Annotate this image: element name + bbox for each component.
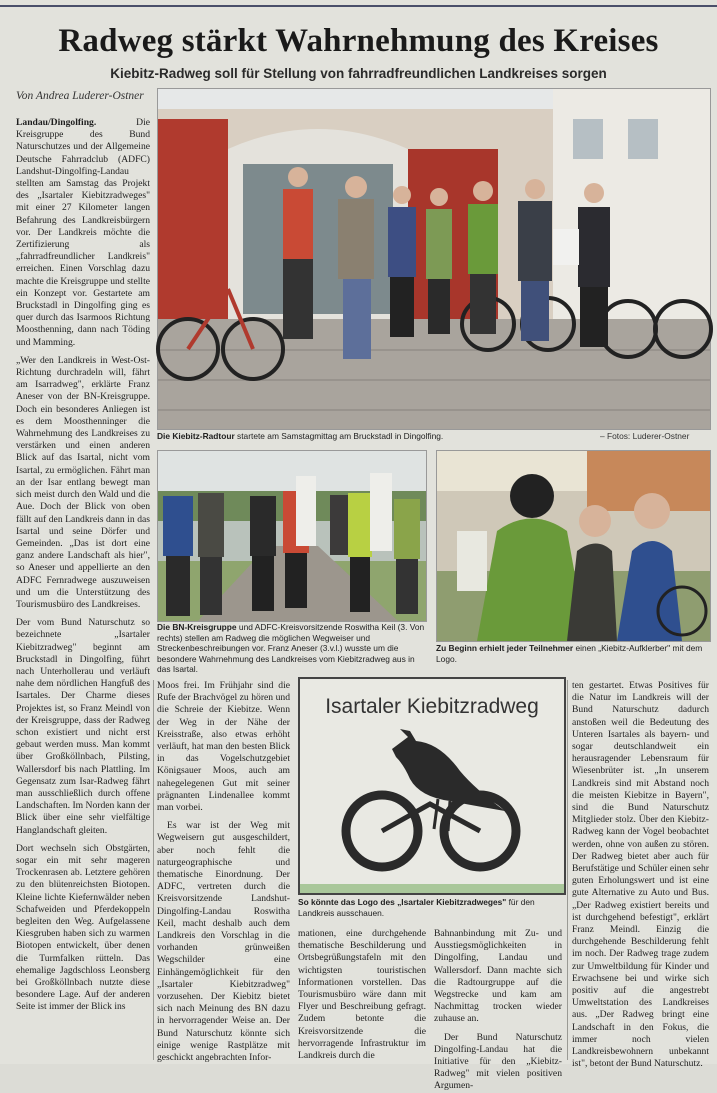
headline: Radweg stärkt Wahrnehmung des Kreises: [58, 23, 659, 59]
lapwing-bicycle-icon: [300, 679, 564, 893]
paragraph: Der vom Bund Naturschutz so bezeichnete „Isartaler Kiebitzradweg" beginnt am Bruckstadl in Dingolfing, führt nach Unterhollerau und verläuft nahe dem nördlichen Hangfuß des Isartales. Der Charme dieses Projektes ist, so Franz Meindl von der Kreisgruppe, dass der Radweg schon existiert und nicht erst gebaut werden muss. Man kommt über Großköllnbach, Pilsting, Wallersdorf bis nach Plattling. Im Gegensatz zum Isar-Radweg fährt man ausschließlich durch offene Landschaften. Im Norden kann der Blick über eine sehr vielfältige Hanglandschaft gleiten.: [16, 617, 150, 836]
photo-group-with-signs: [157, 450, 427, 622]
paragraph: Dort wechseln sich Obstgärten, sogar ein mit sehr mageren Trockenrasen ab. Letztere gehören zu den blütenreichsten Biotopen. Kleine lichte Kiefernwälder neben Schafweiden und Pferdekoppeln begleiten den Weg. Aufgelassene Kiesgruben haben sich zu warmen Biotopen entwickelt, über denen die Turmfalken rütteln. Das ehemalige Jagdschloss Leonsberg bei Großköllnbach nutzte diese besondere Lage. Auf der anderen Seite ist immer der Blick ins: [16, 842, 150, 1013]
article-column-3: [298, 928, 426, 1062]
subheadline: Kiebitz-Radweg soll für Stellung von fahrradfreundlichen Landkreises sorgen: [110, 66, 607, 81]
logo-title: Isartaler Kiebitzradweg: [325, 695, 539, 718]
article-column-5: [572, 680, 709, 1070]
top-rule: [0, 5, 717, 7]
caption-main-photo: Die Kiebitz-Radtour startete am Samstagmittag am Bruckstadl in Dingolfing.: [157, 431, 444, 441]
column-divider: [153, 680, 154, 1060]
paragraph: Es war ist der Weg mit Wegweisern gut ausgeschildert, aber noch fehlt die naturgeographische und thematische Einordnung. Der ADFC, vertreten durch die Kreisvorsitzende Landshut-Dingolfing-Landau Roswitha Keil, macht deshalb auch dem Landkreis den Vorschlag in die vorhanden grünweißen Wegschilder eine Einhängemöglichkeit für den „Isartaler Kiebitzradweg" vorzusehen. Der Kiebitz bietet sich nach Meinung des BN dazu in hervorragender Weise an. Der Bund Naturschutz könnte sich einige wenige Rastplätze mit geschickt angebrachten Infor-: [157, 820, 290, 1064]
paragraph: Moos frei. Im Frühjahr sind die Rufe der Brachvögel zu hören und die Schreie der Kiebitze. Wenn der Weg in der Nähe der Kreisstraße, also etwas erhöht verläuft, hat man den besten Blick in das Vogelschutzgebiet Königsauer Moos, auch am nahegelegenen Gut mit seiner prägnanten Lindenallee kommt man vorbei.: [157, 680, 290, 814]
paragraph: ten gestartet. Etwas Positives für die Natur im Landkreis will der Bund Naturschutz dadurch anstoßen weil die Bedeutung des Unteren Isartales als bayern- und sogar deutschlandweit ein herausragender Lebensraum für Wiesenbrüter ist. „In unserem Landkreis sind mit Abstand noch die meisten Kiebitze in Bayern", sind die Bund Naturschutz Mitglieder stolz. Über den Kiebitz-Radweg kann der Vogel beobachtet werden, ohne von außen zu stören. Der Radweg bietet aber auch für Berufstätige und Schüler einen sehr guten Erholungswert und ist eine gute Alternative zu Auto und Bus. „Der Radweg existiert bereits und ist durchgehend befestigt", erklärt Franz Meindl. Einzig die durchgehende Beschilderung fehlt im noch. Der Radweg trage zudem zur Umweltbildung für Kinder und Erwachsene bei und wirke sich positiv auf die angestrebt Umweltstation des Landkreises aus. „Der Radweg bringt eine Landschaft in den Fokus, die immer noch vielen Landkreisbewohnern unbekannt ist", betont der Bund Naturschutz.: [572, 680, 709, 1070]
group-signs-illustration: [158, 451, 426, 621]
paragraph: „Wer den Landkreis in West-Ost-Richtung durchradeln will, fährt am Isarradweg", erklärte Franz Aneser von der BN-Kreisgruppe. Doch ein besonderes Anliegen ist es dem Moosthenninger die Wahrnehmung des Landkreises zu verstärken und einen anderen Blick auf das Isartal, nicht vom Isartal, zu ermöglichen. Fährt man an der Isar entlang bewegt man sich meist durch den Wald und die Aue. Doch der Blick von oben fällt auf den Landkreis dann in das Isartal und seine Dörfer und Gemeinden. „Das ist dort eine ganz andere Landschaft als hier", so Aneser und appellierte an den ADFC Fernradwege auszuweisen und um die Unterstützung des Tourismusbüro des Landkreises.: [16, 354, 150, 610]
article-column-1: [16, 117, 150, 1062]
paragraph: mationen, eine durchgehende thematische Beschilderung und Ortsbegrüßungstafeln mit den wichtigsten touristischen Informationen vorstellen. Das Tourismusbüro wäre dann mit Flyer und Beschreibung gefragt. Zudem betonte die Kreisvorsitzende die hervorragende Infrastruktur im Landkreis durch die: [298, 928, 426, 1062]
caption-logo: So könnte das Logo des „Isartaler Kiebitzradweges" für den Landkreis ausschauen.: [298, 897, 535, 918]
paragraph: Bahnanbindung mit Zu- und Ausstiegsmöglichkeiten in Dingolfing, Landau und Wallersdorf. Dann machte sich die Radtourgruppe auf die Wegstrecke und kam am Nachmittag trocken wieder zuhause an.: [434, 928, 562, 1025]
caption-sticker-photo: Zu Beginn erhielt jeder Teilnehmer einen „Kiebitz-Aufklerber" mit dem Logo.: [436, 643, 703, 664]
group-photo-illustration: [158, 89, 710, 429]
photo-sticker-handover: [436, 450, 711, 642]
column-divider: [567, 680, 568, 1060]
photo-credit: – Fotos: Luderer-Ostner: [600, 431, 690, 441]
kiebitzradweg-logo: [298, 677, 566, 895]
paragraph: Der Bund Naturschutz Dingolfing-Landau hat die Initiative für den „Kiebitz-Radweg" mit vielen positiven Argumen-: [434, 1031, 562, 1092]
caption-group-photo: Die BN-Kreisgruppe und ADFC-Kreisvorsitzende Roswitha Keil (3. Von rechts) stellen am Radweg die möglichen Wegweiser und Streckenbeschreibungen vor. Franz Aneser (3.v.l.) wusste um die besondere Wahrnehmung des Landkreises vom Kiebitzradweg aus in das Isartal.: [157, 622, 425, 674]
article-column-4: [434, 928, 562, 1092]
sticker-handover-illustration: [437, 451, 710, 641]
byline: Von Andrea Luderer-Ostner: [16, 90, 144, 102]
main-photo-group-with-bikes: [157, 88, 711, 430]
article-column-2: [157, 680, 290, 1062]
dateline: Landau/Dingolfing.: [16, 117, 97, 128]
paragraph: Landau/Dingolfing. Die Kreisgruppe des Bund Naturschutzes und der Allgemeine Deutsche Fahrradclub (ADFC) Landshut-Dingolfing-Landau stellten am Samstag das Projekt des „Isartaler Kiebitzradweges" mit einer 27 Kilometer langen Befahrung des Landkreisbürgern vor. Der Landkreis möchte die Zertifizierung als „fahrradfreundlicher Landkreis" erreichen. Einen Vorschlag dazu machte die Kreisgruppe und stellte ein Konzept vor. Gestartete am Bruckstadl in Dingolfing ging es quer durch das Isarmoos Richtung Moosthenning, dann nach Töding und Mamming.: [16, 117, 150, 348]
